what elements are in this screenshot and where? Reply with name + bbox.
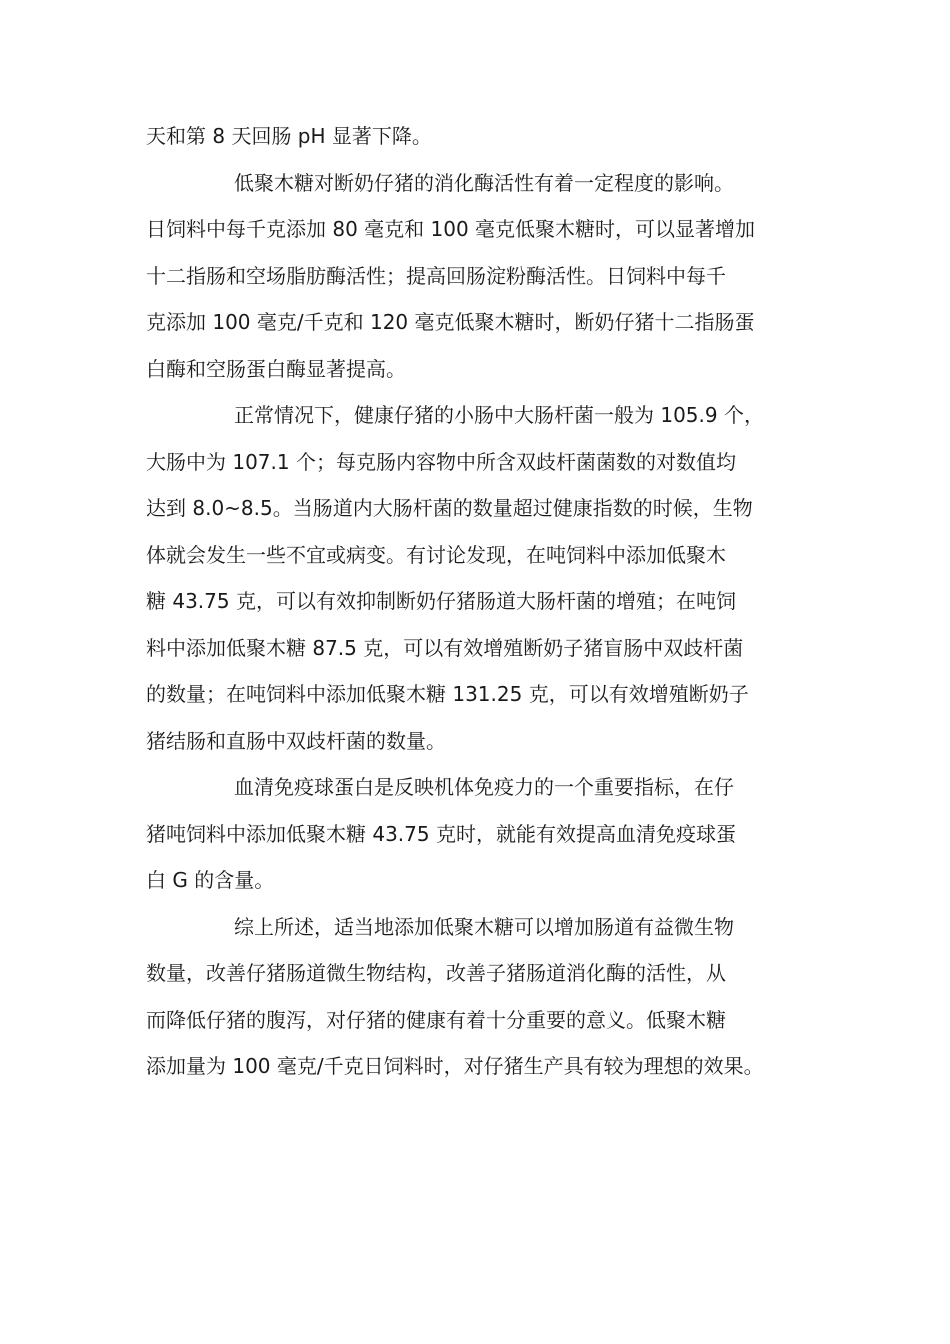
text-line: 正常情况下，健康仔猪的小肠中大肠杆菌一般为 105.9 个， bbox=[234, 403, 764, 427]
text-line: 日饲料中每千克添加 80 毫克和 100 毫克低聚木糖时，可以显著增加 bbox=[146, 217, 756, 241]
paragraph-summary bbox=[146, 904, 814, 1090]
text-line: 达到 8.0~8.5。当肠道内大肠杆菌的数量超过健康指数的时候，生物 bbox=[146, 496, 753, 520]
paragraph-continuation bbox=[146, 113, 814, 160]
text-line: 血清免疫球蛋白是反映机体免疫力的一个重要指标，在仔 bbox=[234, 775, 734, 799]
text-line: 而降低仔猪的腹泻，对仔猪的健康有着十分重要的意义。低聚木糖 bbox=[146, 1007, 726, 1032]
document-body bbox=[146, 113, 814, 1090]
text-line: 低聚木糖对断奶仔猪的消化酶活性有着一定程度的影响。 bbox=[234, 170, 734, 195]
text-line: 体就会发生一些不宜或病变。有讨论发现，在吨饲料中添加低聚木 bbox=[146, 542, 726, 567]
paragraph-intestinal-bacteria bbox=[146, 392, 814, 764]
text-line: 料中添加低聚木糖 87.5 克，可以有效增殖断奶子猪盲肠中双歧杆菌 bbox=[146, 635, 744, 660]
text-line: 添加量为 100 毫克/千克日饲料时，对仔猪生产具有较为理想的效果。 bbox=[146, 1054, 764, 1078]
text-line: 白 G 的含量。 bbox=[146, 868, 275, 892]
text-line: 天和第 8 天回肠 pH 显著下降。 bbox=[146, 124, 432, 148]
text-line: 大肠中为 107.1 个；每克肠内容物中所含双歧杆菌菌数的对数值均 bbox=[146, 449, 736, 474]
text-line: 综上所述，适当地添加低聚木糖可以增加肠道有益微生物 bbox=[234, 914, 734, 939]
text-line: 十二指肠和空场脂肪酶活性；提高回肠淀粉酶活性。日饲料中每千 bbox=[146, 263, 726, 288]
text-line: 数量，改善仔猪肠道微生物结构，改善子猪肠道消化酶的活性，从 bbox=[146, 961, 726, 985]
text-line: 白酶和空肠蛋白酶显著提高。 bbox=[146, 356, 406, 381]
text-line: 猪结肠和直肠中双歧杆菌的数量。 bbox=[146, 728, 446, 753]
text-line: 克添加 100 毫克/千克和 120 毫克低聚木糖时，断奶仔猪十二指肠蛋 bbox=[146, 310, 755, 334]
text-line: 猪吨饲料中添加低聚木糖 43.75 克时，就能有效提高血清免疫球蛋 bbox=[146, 821, 736, 846]
text-line: 糖 43.75 克，可以有效抑制断奶仔猪肠道大肠杆菌的增殖；在吨饲 bbox=[146, 589, 736, 613]
paragraph-serum-immunoglobulin bbox=[146, 764, 814, 904]
paragraph-digestive-enzymes bbox=[146, 160, 814, 393]
text-line: 的数量；在吨饲料中添加低聚木糖 131.25 克，可以有效增殖断奶子 bbox=[146, 682, 749, 706]
